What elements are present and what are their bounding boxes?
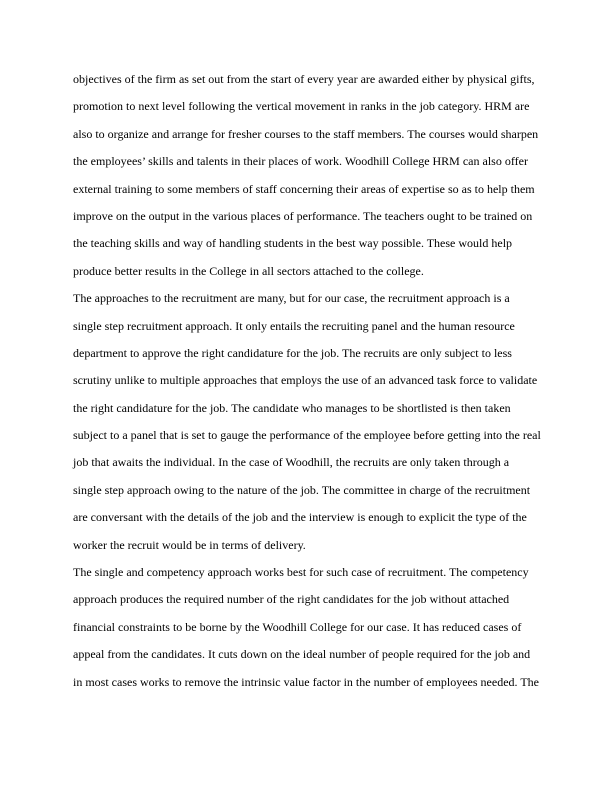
text-line: scrutiny unlike to multiple approaches that employs the use of an advanced task force to validate <box>73 373 538 388</box>
text-line: external training to some members of staff concerning their areas of expertise so as to help them <box>73 181 535 196</box>
text-line: are conversant with the details of the job and the interview is enough to explicit the type of the <box>73 510 527 525</box>
text-line: objectives of the firm as set out from the start of every year are awarded either by physical gifts, <box>73 72 535 86</box>
text-line: also to organize and arrange for fresher courses to the staff members. The courses would sharpen <box>73 126 539 141</box>
text-line: worker the recruit would be in terms of delivery. <box>73 537 306 552</box>
text-line: produce better results in the College in all sectors attached to the college. <box>73 263 424 278</box>
text-line: subject to a panel that is set to gauge the performance of the employee before getting into the real <box>73 428 541 443</box>
text-line: approach produces the required number of the right candidates for the job without attached <box>73 592 510 607</box>
text-line: the employees’ skills and talents in their places of work. Woodhill College HRM can also offer <box>73 154 528 169</box>
text-line: promotion to next level following the vertical movement in ranks in the job category. HRM are <box>73 99 530 114</box>
text-line: The single and competency approach works best for such case of recruitment. The competency <box>73 565 529 580</box>
text-line: the right candidature for the job. The candidate who manages to be shortlisted is then taken <box>73 400 511 415</box>
text-line: appeal from the candidates. It cuts down on the ideal number of people required for the job and <box>73 647 531 662</box>
text-line: The approaches to the recruitment are many, but for our case, the recruitment approach is a <box>73 291 510 306</box>
text-line: single step approach owing to the nature of the job. The committee in charge of the recruitment <box>73 482 531 497</box>
text-line: financial constraints to be borne by the Woodhill College for our case. It has reduced cases of <box>73 619 522 634</box>
text-line: job that awaits the individual. In the case of Woodhill, the recruits are only taken through a <box>73 455 510 470</box>
text-line: single step recruitment approach. It only entails the recruiting panel and the human resource <box>73 318 515 333</box>
text-line: improve on the output in the various places of performance. The teachers ought to be trained on <box>73 208 533 223</box>
body-text <box>73 67 553 697</box>
text-line: the teaching skills and way of handling students in the best way possible. These would help <box>73 236 513 251</box>
text-line: department to approve the right candidature for the job. The recruits are only subject to less <box>73 345 512 360</box>
text-line: in most cases works to remove the intrinsic value factor in the number of employees needed. The <box>73 674 539 689</box>
